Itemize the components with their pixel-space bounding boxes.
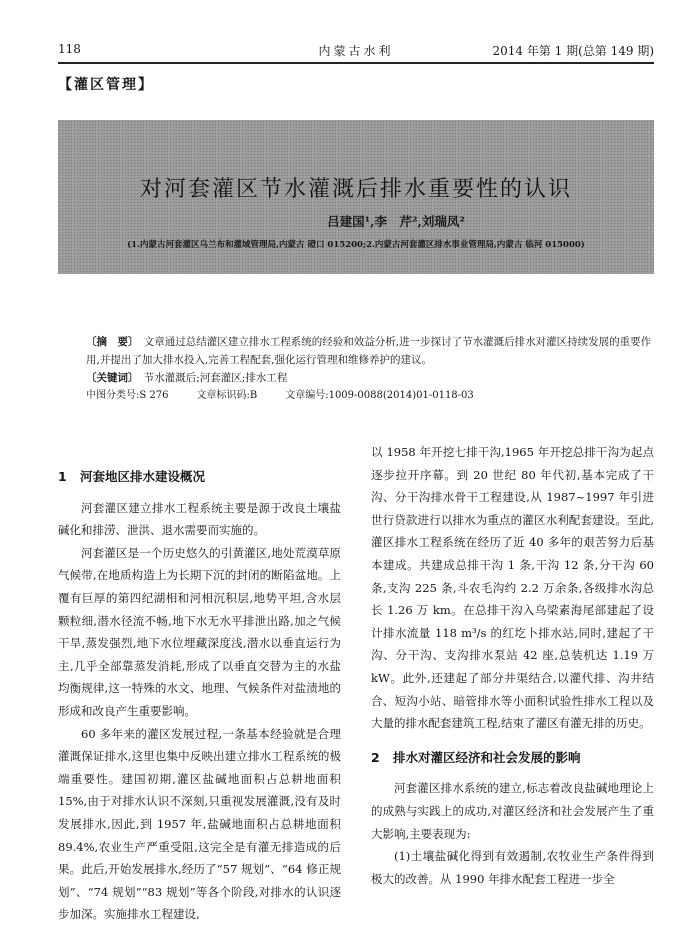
paragraph-3: 60 多年来的灌区发展过程,一条基本经验就是合理灌溉保证排水,这里也集中反映出建立排水工程系统的极端重要性。建国初期,灌区盐碱地面积占总耕地面积 15%,由于对排水认识不深刻,只重视发展灌溉,没有及时发展排水,因此,到 1957 年,盐碱地面积占总耕地面积 89.4%,农业生产严重受阻,这完全是有灌无排造成的后果。此后,开始发展排水,经历了“57 规划”、“64 修正规划”、“74 规划”“83 规划”等各个阶段,对排水的认识逐步加深。实施排水工程建设, xyxy=(58,726,341,922)
section-1-number: 1 xyxy=(58,469,67,484)
abstract-label: 〔摘 要〕 xyxy=(86,336,134,348)
paragraph-6: (1)土壤盐碱化得到有效遏制,农牧业生产条件得到极大的改善。从 1990 年排水配套工程进一步全 xyxy=(371,849,654,886)
clc-number: 中图分类号:S 276 xyxy=(86,390,169,401)
keywords-text: 节水灌溉后;河套灌区;排水工程 xyxy=(143,372,288,384)
title-band xyxy=(58,120,654,274)
abstract-text: 文章通过总结灌区建立排水工程系统的经验和效益分析,进一步探讨了节水灌溉后排水对灌区持续发展的重要作用,并提出了加大排水投入,完善工程配套,强化运行管理和维修养护的建议。 xyxy=(86,336,652,366)
header-rule xyxy=(58,62,654,64)
section-2-number: 2 xyxy=(371,749,380,765)
section-2-title: 排水对灌区经济和社会发展的影响 xyxy=(393,749,581,765)
issue-info: 2014 年第 1 期(总第 149 期) xyxy=(492,44,654,58)
paragraph-5: 河套灌区排水系统的建立,标志着改良盐碱地理论上的成熟与实践上的成功,对灌区经济和社会发展产生了重大影响,主要表现为: xyxy=(371,781,654,841)
running-header xyxy=(58,38,654,60)
paragraph-2: 河套灌区是一个历史悠久的引黄灌区,地处荒漠草原气候带,在地质构造上为长期下沉的封闭的断陷盆地。上覆有巨厚的第四纪湖相和河相沉积层,地势平坦,含水层颗粒细,潜水径流不畅,地下水无水平排泄出路,加之气候干旱,蒸发强烈,地下水位埋藏深度浅,潜水以垂直运行为主,几乎全部靠蒸发消耗,形成了以垂直交替为主的水盐均衡规律,这一特殊的水文、地理、气候条件对盐渍地的形成和改良产生重要影响。 xyxy=(58,545,341,718)
abstract-block xyxy=(86,333,656,405)
body-column-right xyxy=(371,441,654,890)
page-number: 118 xyxy=(58,42,81,56)
keywords-line xyxy=(86,369,656,387)
article-authors: 吕建国¹,李 芹²,刘瑞凤² xyxy=(327,214,465,229)
section-tag: 【灌区管理】 xyxy=(58,77,154,93)
classification-line xyxy=(86,387,656,405)
document-code: 文章标识码:B xyxy=(196,390,258,401)
article-number: 文章编号:1009-0088(2014)01-0118-03 xyxy=(285,390,474,401)
abstract-paragraph xyxy=(86,333,656,369)
keywords-label: 〔关键词〕 xyxy=(86,372,134,384)
section-1-heading xyxy=(58,466,341,489)
section-2-heading xyxy=(371,747,654,770)
paragraph-1: 河套灌区建立排水工程系统主要是源于改良土壤盐碱化和排涝、泄洪、退水需要而实施的。 xyxy=(58,500,341,538)
article-title: 对河套灌区节水灌溉后排水重要性的认识 xyxy=(139,177,572,202)
journal-name: 内蒙古水利 xyxy=(318,44,394,58)
paragraph-4: 以 1958 年开挖七排干沟,1965 年开挖总排干沟为起点逐步拉开序幕。到 20 世纪 80 年代初,基本完成了干沟、分干沟排水骨干工程建设,从 1987~1997 年引进世行贷款进行以排水为重点的灌区水利配套建设。至此,灌区排水工程系统在经历了近 40 多年的艰苦努力后基本建成。共建成总排干沟 1 条,干沟 12 条,分干沟 60 条,支沟 225 条,斗农毛沟约 2.2 万余条,各级排水沟总长 1.26 万 km。在总排干沟入乌梁素海尾部建起了设计排水流量 118 m³/s 的红圪卜排水站,同时,建起了干沟、分干沟、支沟排水泵站 42 座,总装机达 1.19 万 kW。此外,还建起了部分井渠结合,以灌代排、沟井结合、短沟小站、暗管排水等小面积试验性排水工程以及大量的排水配套建筑工程,结束了灌区有灌无排的历史。 xyxy=(371,445,654,731)
body-column-left xyxy=(58,462,341,926)
author-affiliations: (1.内蒙古河套灌区乌兰布和灌域管理局,内蒙古 磴口 015200;2.内蒙古河套灌区排水事业管理局,内蒙古 临河 015000) xyxy=(127,240,585,250)
section-1-title: 河套地区排水建设概况 xyxy=(80,469,206,484)
